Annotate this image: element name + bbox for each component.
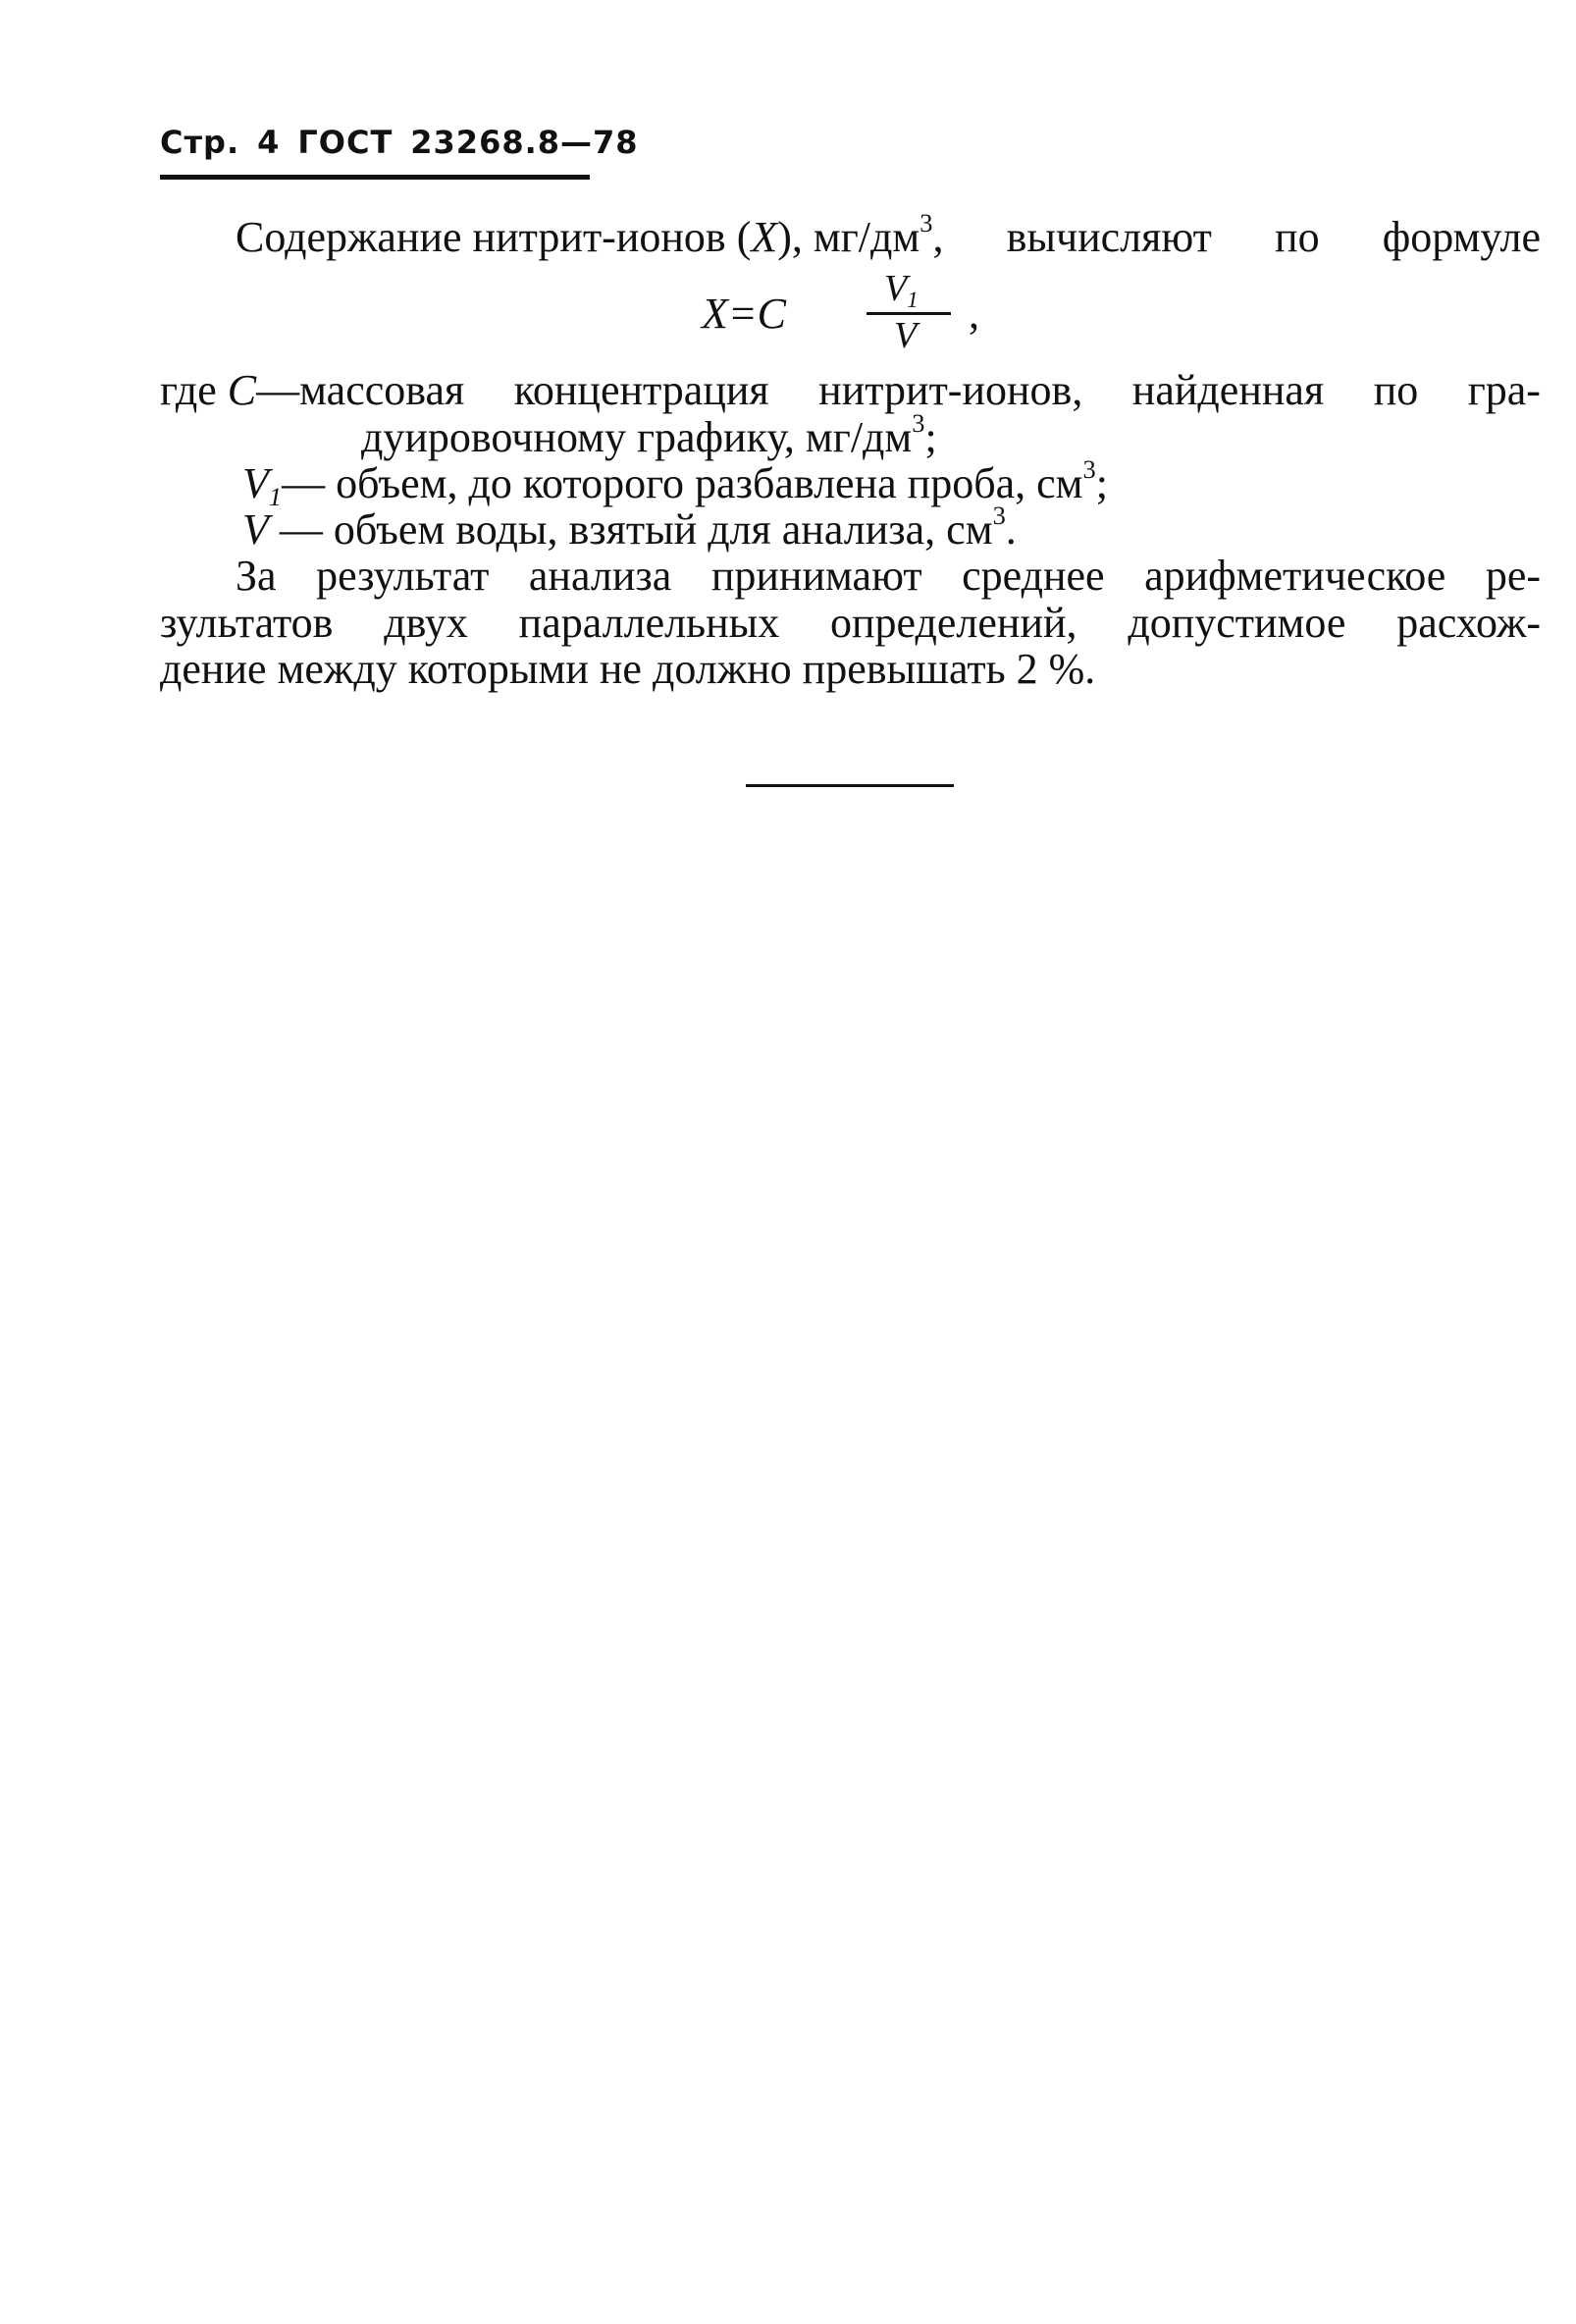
intro-unit-exponent: 3 [919,208,933,238]
formula [702,267,996,355]
running-header [160,116,639,186]
result-line3: дение между которыми не должно превышать 2 %. [160,645,1096,693]
formula-punctuation: , [969,290,979,338]
formula-denominator: V [894,315,918,356]
result-line2: зультатов двух параллельных определений, допустимое расхож- [160,599,1541,647]
intro-word: вычисляют [1006,213,1212,261]
definition-c-line2: дуировочному графику, $мг/дм^3$; [361,408,937,461]
definition-symbol-c: C [227,366,257,414]
formula-fraction [867,267,951,355]
definition-v1: $V_1—$ объем, до которого разбавлена проба, $см^3$; [242,454,1108,511]
header-standard-number: 23268.8—78 [410,124,639,161]
header-standard-prefix: ГОСТ [297,124,394,161]
intro-paragraph [236,208,1541,261]
header-line [160,124,639,161]
formula-numerator: $V_1$ [884,268,919,312]
definition-v: V — объем воды, взятый для анализа, $см^3$. [242,501,1017,554]
definition-symbol-v1: $V_1$ [242,459,283,511]
result-line1: За результат анализа принимают среднее арифметическое ре- [236,552,1541,600]
header-page-label: Стр. [160,124,240,161]
intro-symbol: X [751,213,778,261]
definition-lead: где C—массовая [160,366,465,414]
intro-word: по [1275,213,1320,261]
intro-lead: Содержание нитрит-ионов (X), $мг/дм^3$, [236,208,944,261]
formula-lhs: X=C [702,290,786,338]
end-rule [746,784,954,787]
header-rule [160,175,590,180]
header-page-number: 4 [257,124,281,161]
definition-c-line1: где C—массовая концентрация нитрит-ионов, найденная по гра- [160,366,1541,414]
definition-symbol-v: V [242,505,269,554]
intro-word: формуле [1382,213,1541,261]
